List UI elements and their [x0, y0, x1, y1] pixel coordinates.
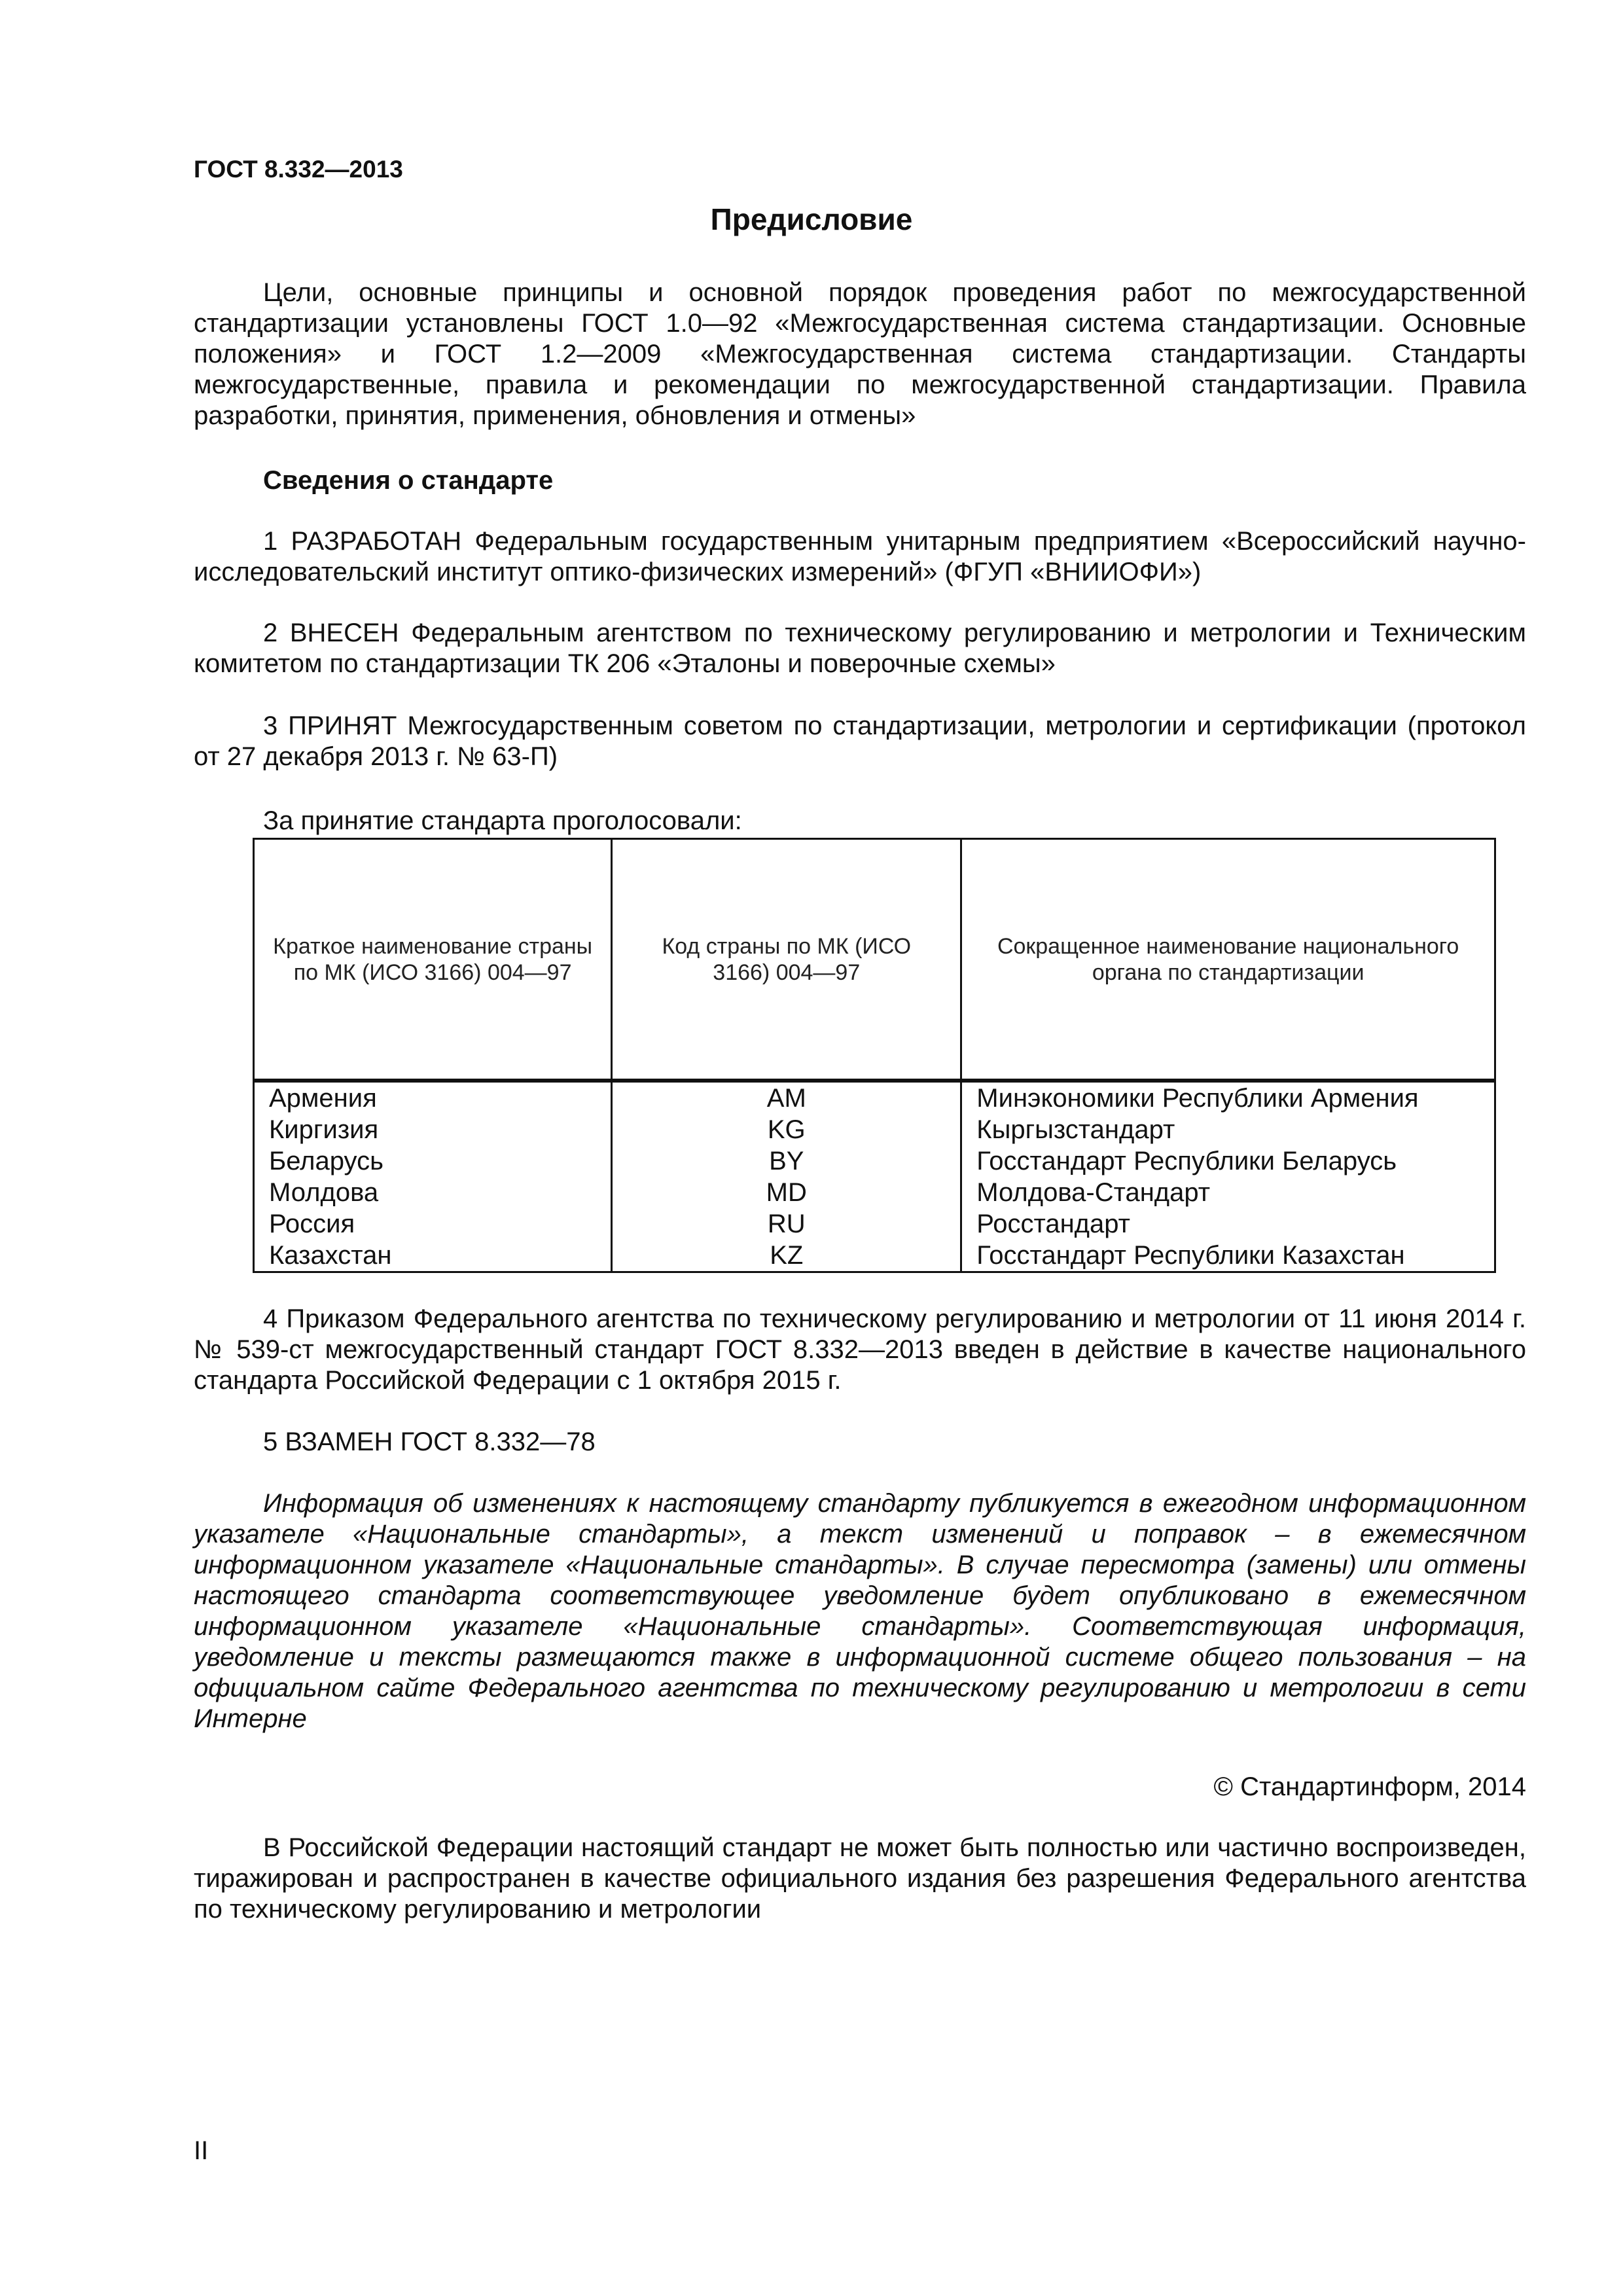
table-row	[254, 1208, 1495, 1240]
country-name-cell: Россия	[254, 1208, 612, 1240]
section-subheading: Сведения о стандарте	[263, 466, 554, 495]
standards-body-cell: Госстандарт Республики Беларусь	[961, 1145, 1495, 1177]
page-title: Предисловие	[710, 202, 913, 236]
item-developed: 1 РАЗРАБОТАН Федеральным государственным унитарным предприятием «Всероссийский научно-исследовательский институт оптико-физических измерений» (ФГУП «ВНИИОФИ»)	[194, 527, 1526, 586]
legal-paragraph: В Российской Федерации настоящий стандарт не может быть полностью или частично воспроизведен, тиражирован и распространен в качестве официального издания без разрешения Федерального агентства по техническому регулированию и метрологии	[194, 1833, 1526, 1924]
item-adopted: 3 ПРИНЯТ Межгосударственным советом по стандартизации, метрологии и сертификации (протокол от 27 декабря 2013 г. № 63-П)	[194, 711, 1526, 771]
standards-body-cell: Молдова-Стандарт	[961, 1177, 1495, 1208]
standards-body-cell: Росстандарт	[961, 1208, 1495, 1240]
info-paragraph: Информация об изменениях к настоящему стандарту публикуется в ежегодном информационном указателе «Национальные стандарты», а текст изменений и поправок – в ежемесячном информационном указателе «Национальные стандарты». В случае пересмотра (замены) или отмены настоящего стандарта соответствующее уведомление будет опубликовано в ежемесячном информационном указателе «Национальные стандарты». Соответствующая информация, уведомление и тексты размещаются также в информационной системе общего пользования – на официальном сайте Федерального агентства по техническому регулированию и метрологии в сети Интерне	[194, 1489, 1526, 1733]
standards-body-cell: Госстандарт Республики Казахстан	[961, 1240, 1495, 1272]
country-code-cell: MD	[612, 1177, 961, 1208]
country-name-cell: Армения	[254, 1081, 612, 1114]
item-enacted: 4 Приказом Федерального агентства по техническому регулированию и метрологии от 11 июня 2014 г. № 539-ст межгосударственный стандарт ГОСТ 8.332—2013 введен в действие в качестве национального стандарта Российской Федерации с 1 октября 2015 г.	[194, 1304, 1526, 1395]
table-row	[254, 1177, 1495, 1208]
table-row	[254, 1240, 1495, 1272]
country-name-cell: Казахстан	[254, 1240, 612, 1272]
country-name-cell: Киргизия	[254, 1114, 612, 1145]
intro-paragraph: Цели, основные принципы и основной порядок проведения работ по межгосударственной стандартизации установлены ГОСТ 1.0—92 «Межгосударственная система стандартизации. Основные положения» и ГОСТ 1.2—2009 «Межгосударственная система стандартизации. Стандарты межгосударственные, правила и рекомендации по межгосударственной стандартизации. Правила разработки, принятия, применения, обновления и отмены»	[194, 278, 1526, 430]
table-row	[254, 1114, 1495, 1145]
country-code-cell: KZ	[612, 1240, 961, 1272]
standards-body-cell: Минэкономики Республики Армения	[961, 1081, 1495, 1114]
country-name-cell: Беларусь	[254, 1145, 612, 1177]
country-code-cell: BY	[612, 1145, 961, 1177]
item-replaces: 5 ВЗАМЕН ГОСТ 8.332—78	[263, 1427, 596, 1456]
table-header-row	[254, 839, 1495, 1081]
voting-table	[253, 838, 1496, 1273]
table-row	[254, 1145, 1495, 1177]
country-code-cell: KG	[612, 1114, 961, 1145]
country-name-cell: Молдова	[254, 1177, 612, 1208]
page-number: II	[194, 2136, 209, 2165]
table-row	[254, 1081, 1495, 1114]
item-submitted: 2 ВНЕСЕН Федеральным агентством по техническому регулированию и метрологии и Техническим комитетом по стандартизации ТК 206 «Эталоны и поверочные схемы»	[194, 619, 1526, 678]
document-header: ГОСТ 8.332—2013	[194, 156, 403, 183]
header-country-code: Код страны по МК (ИСО 3166) 004—97	[612, 839, 961, 1081]
country-code-cell: AM	[612, 1081, 961, 1114]
country-code-cell: RU	[612, 1208, 961, 1240]
standards-body-cell: Кыргызстандарт	[961, 1114, 1495, 1145]
copyright-notice: © Стандартинформ, 2014	[1213, 1772, 1526, 1801]
header-standards-body: Сокращенное наименование национального органа по стандартизации	[961, 839, 1495, 1081]
table-intro: За принятие стандарта проголосовали:	[263, 806, 742, 835]
header-country-name: Краткое наименование страны по МК (ИСО 3166) 004—97	[254, 839, 612, 1081]
